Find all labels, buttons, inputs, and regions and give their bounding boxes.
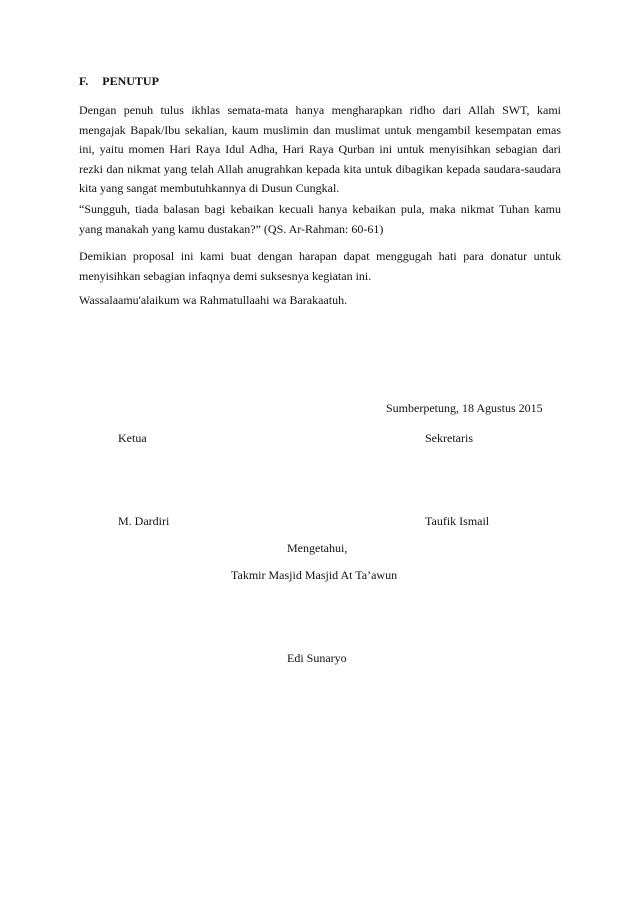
section-number: F.: [79, 74, 89, 88]
sekretaris-name: Taufik Ismail: [425, 514, 490, 528]
section-heading: [79, 74, 159, 89]
acknowledged-label: Mengetahui,: [287, 541, 348, 555]
place-date: Sumberpetung, 18 Agustus 2015: [386, 401, 543, 415]
ketua-name: M. Dardiri: [118, 514, 170, 528]
takmir-name: Edi Sunaryo: [287, 651, 347, 665]
closing-remark-paragraph: Demikian proposal ini kami buat dengan harapan dapat menggugah hati para donatur untuk menyisihkan sebagian infaqnya demi suksesnya kegiatan ini.: [79, 249, 561, 283]
quran-quote-paragraph: “Sungguh, tiada balasan bagi kebaikan kecuali hanya kebaikan pula, maka nikmat Tuhan kamu yang manakah yang kamu dustakan?” (QS. Ar-Rahman: 60-61): [79, 202, 561, 236]
ketua-role-label: Ketua: [118, 431, 147, 445]
takmir-role-label: Takmir Masjid Masjid At Ta’awun: [231, 568, 398, 582]
sekretaris-role-label: Sekretaris: [425, 431, 473, 445]
closing-paragraph: Dengan penuh tulus ikhlas semata-mata hanya mengharapkan ridho dari Allah SWT, kami mengajak Bapak/Ibu sekalian, kaum muslimin dan muslimat untuk mengambil kesempatan emas ini, yaitu momen Hari Raya Idul Adha, Hari Raya Qurban ini untuk menyisihkan sebagian dari rezki dan nikmat yang telah Allah anugrahkan kepada kita untuk dibagikan kepada saudara-saudara kita yang sangat membutuhkannya di Dusun Cungkal.: [79, 103, 561, 195]
section-title: PENUTUP: [102, 74, 159, 88]
closing-salutation: Wassalaamu'alaikum wa Rahmatullaahi wa Barakaatuh.: [79, 293, 348, 307]
